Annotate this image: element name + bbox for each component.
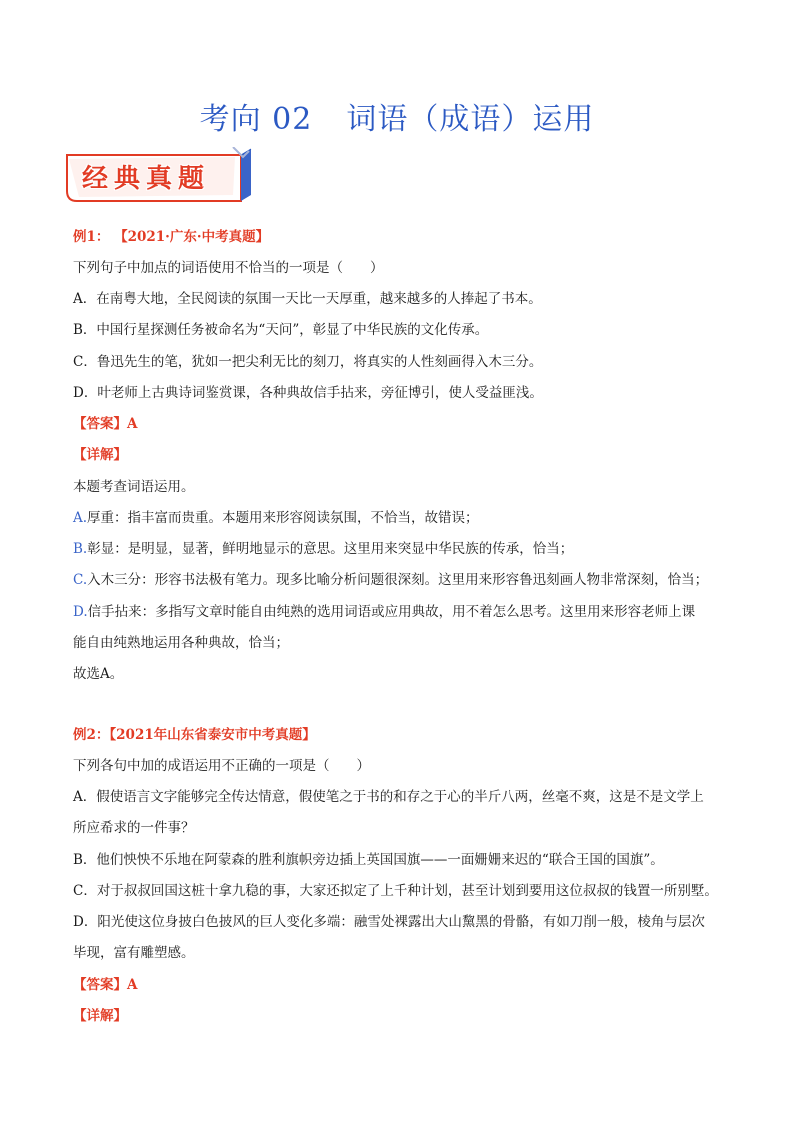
example-2-option-a-cont: 所应希求的一件事？ bbox=[73, 820, 195, 836]
example-1-intro: 本题考查词语运用。 bbox=[73, 479, 195, 495]
example-1-explanation-c: C.入木三分：形容书法极有笔力。现多比喻分析问题很深刻。这里用来形容鲁迅刻画人物非常深刻，恰当； bbox=[73, 572, 709, 588]
example-1-option-b: B．中国行星探测任务被命名为“天问”，彰显了中华民族的文化传承。 bbox=[73, 322, 489, 338]
example-2-option-a: A．假使语言文字能够完全传达情意，假使笔之于书的和存之于心的半斤八两，丝毫不爽，这是不是文学上 bbox=[73, 789, 704, 805]
example-1-explanation-b: B.彰显：是明显，显著，鲜明地显示的意思。这里用来突显中华民族的传承，恰当； bbox=[73, 541, 574, 557]
example-2-header bbox=[73, 725, 316, 745]
example-1-question: 下列句子中加点的词语使用不恰当的一项是（ ） bbox=[73, 260, 384, 276]
example-2-option-d-cont: 毕现，富有雕塑感。 bbox=[73, 945, 195, 961]
example-1-header bbox=[73, 227, 269, 247]
example-1-detail-label: 【详解】 bbox=[73, 447, 127, 463]
title-main: 词语（成语）运用 bbox=[346, 102, 595, 137]
example-2-detail-label: 【详解】 bbox=[73, 1008, 127, 1024]
example-2-question: 下列各句中加的成语运用不正确的一项是（ ） bbox=[73, 758, 370, 774]
example-2-source: 【2021年山东省泰安市中考真题】 bbox=[109, 727, 316, 743]
example-1-option-d: D．叶老师上古典诗词鉴赏课，各种典故信手拈来，旁征博引，使人受益匪浅。 bbox=[73, 385, 543, 401]
example-1-explanation-d: D.信手拈来：多指写文章时能自由纯熟的选用词语或应用典故，用不着怎么思考。这里用来形容老师上课 bbox=[73, 604, 696, 620]
example-1-conclusion: 故选A。 bbox=[73, 666, 124, 682]
example-1-label: 例1： bbox=[73, 229, 110, 245]
example-1-source: 【2021·广东·中考真题】 bbox=[114, 229, 270, 245]
example-2-label: 例2： bbox=[73, 727, 110, 743]
example-2-option-c: C．对于叔叔回国这桩十拿九稳的事，大家还拟定了上千种计划，甚至计划到要用这位叔叔的钱置一所别墅。 bbox=[73, 883, 718, 899]
example-1-answer: 【答案】A bbox=[73, 416, 138, 432]
example-2-answer: 【答案】A bbox=[73, 977, 138, 993]
section-badge-label: 经典真题 bbox=[82, 164, 211, 194]
example-1-explanation-d-cont: 能自由纯熟地运用各种典故，恰当； bbox=[73, 635, 289, 651]
example-2-option-b: B．他们怏怏不乐地在阿蒙森的胜利旗帜旁边插上英国国旗——一面姗姗来迟的“联合王国的国旗”。 bbox=[73, 852, 664, 868]
example-2-option-d: D．阳光使这位身披白色披风的巨人变化多端：融雪处裸露出大山黧黑的骨骼，有如刀削一般，棱角与层次 bbox=[73, 914, 705, 930]
page-title bbox=[0, 94, 794, 138]
title-prefix: 考向 02 bbox=[199, 102, 313, 137]
example-1-option-a: A．在南粤大地，全民阅读的氛围一天比一天厚重，越来越多的人捧起了书本。 bbox=[73, 291, 542, 307]
example-1-explanation-a: A.厚重：指丰富而贵重。本题用来形容阅读氛围，不恰当，故错误； bbox=[73, 510, 479, 526]
example-1-option-c: C．鲁迅先生的笔，犹如一把尖利无比的刻刀，将真实的人性刻画得入木三分。 bbox=[73, 354, 543, 370]
